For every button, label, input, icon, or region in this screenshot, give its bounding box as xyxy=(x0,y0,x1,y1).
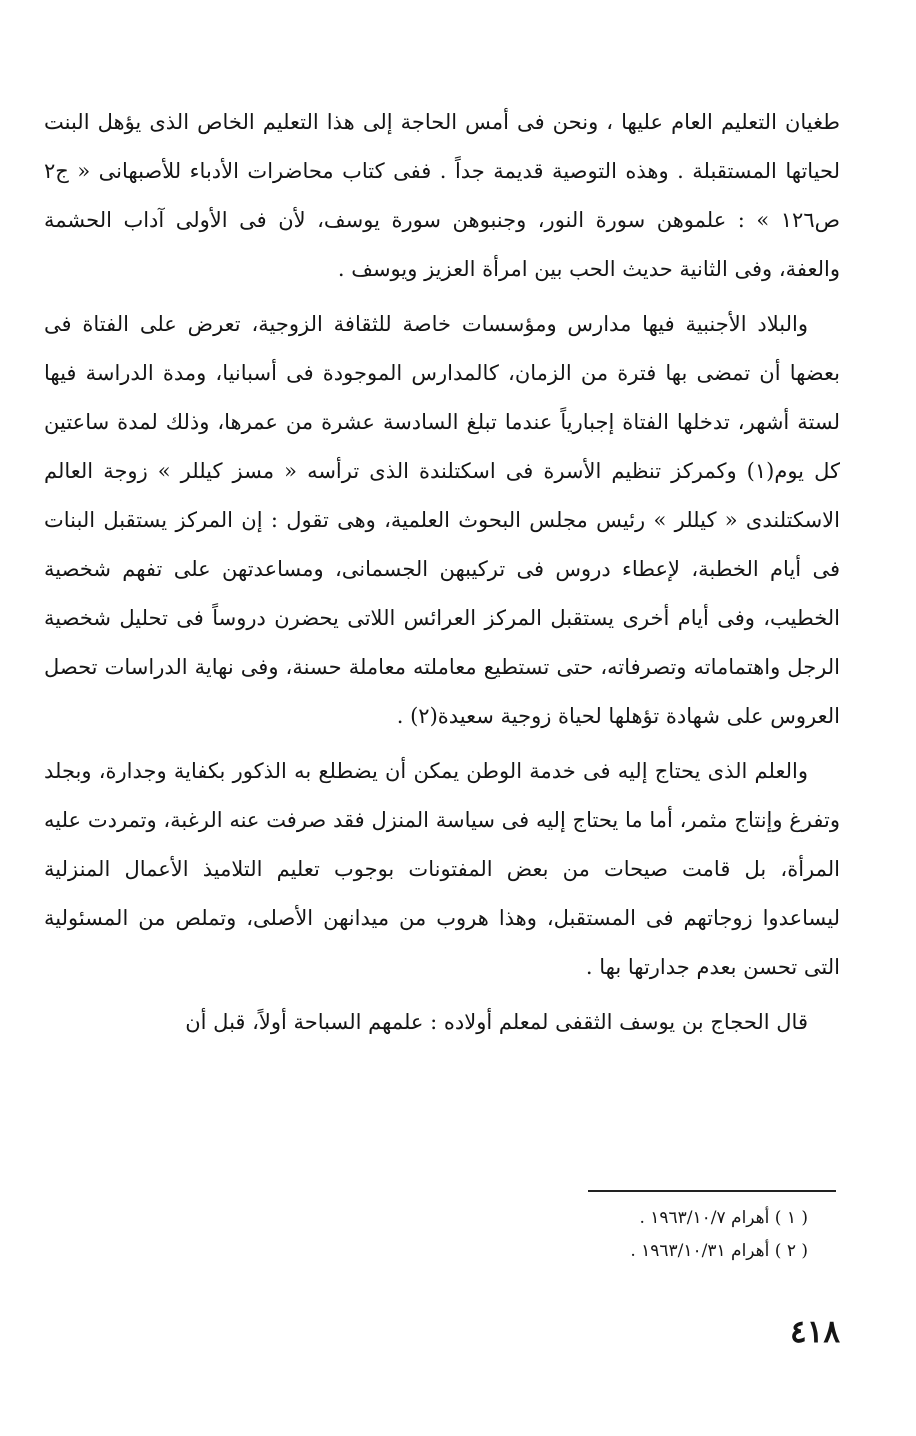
paragraph: طغيان التعليم العام عليها ، ونحن فى أمس الحاجة إلى هذا التعليم الخاص الذى يؤهل البنت لحياتها المستقبلة . وهذه التوصية قديمة جداً . ففى كتاب محاضرات الأدباء للأصبهانى « ج٢ ص١٢٦ » : علموهن سورة النور، وجنبوهن سورة يوسف، لأن فى الأولى آداب الحشمة والعفة، وفى الثانية حديث الحب بين امرأة العزيز ويوسف . xyxy=(44,110,840,281)
page-number: ٤١٨ xyxy=(790,1314,840,1350)
paragraph: والبلاد الأجنبية فيها مدارس ومؤسسات خاصة للثقافة الزوجية، تعرض على الفتاة فى بعضها أن تمضى بها فترة من الزمان، كالمدارس الموجودة فى أسبانيا، ومدة الدراسة فيها لستة أشهر، تدخلها الفتاة إجبارياً عندما تبلغ السادسة عشرة من عمرها، وذلك لمدة ساعتين كل يوم(١) وكمركز تنظيم الأسرة فى اسكتلندة الذى ترأسه « مسز كيللر » زوجة العالم الاسكتلندى « كيللر » رئيس مجلس البحوث العلمية، وهى تقول : إن المركز يستقبل البنات فى أيام الخطبة، لإعطاء دروس فى تركيبهن الجسمانى، ومساعدتهن على تفهم شخصية الخطيب، وفى أيام أخرى يستقبل المركز العرائس اللاتى يحضرن دروساً فى تحليل شخصية الرجل واهتماماته وتصرفاته، حتى تستطيع معاملته معاملة حسنة، وفى نهاية الدراسات تحصل العروس على شهادة تؤهلها لحياة زوجية سعيدة(٢) . xyxy=(44,312,840,728)
paragraph: والعلم الذى يحتاج إليه فى خدمة الوطن يمكن أن يضطلع به الذكور بكفاية وجدارة، وبجلد وتفرغ وإنتاج مثمر، أما ما يحتاج إليه فى سياسة المنزل فقد صرفت عنه الرغبة، وتمردت عليه المرأة، بل قامت صيحات من بعض المفتونات بوجوب تعليم التلاميذ الأعمال المنزلية ليساعدوا زوجاتهم فى المستقبل، وهذا هروب من ميدانهن الأصلى، وتملص من المسئولية التى تحسن بعدم جدارتها بها . xyxy=(44,759,840,979)
main-text xyxy=(44,98,840,1053)
paragraph: قال الحجاج بن يوسف الثقفى لمعلم أولاده : علمهم السباحة أولاً، قبل أن xyxy=(185,1010,808,1034)
footnotes xyxy=(420,1202,808,1268)
footnote: ( ٢ ) أهرام ١٩٦٣/١٠/٣١ . xyxy=(630,1241,808,1261)
footnote-divider xyxy=(588,1190,836,1192)
footnote: ( ١ ) أهرام ١٩٦٣/١٠/٧ . xyxy=(639,1208,808,1228)
